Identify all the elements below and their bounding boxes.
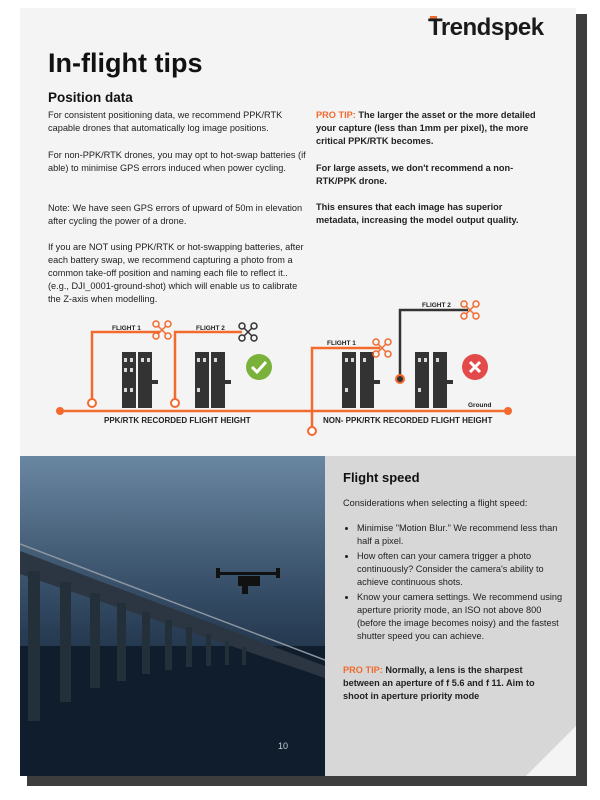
- ground-start-dot: [56, 407, 64, 415]
- ground-end-dot: [504, 407, 512, 415]
- pro-tip-text: The larger the asset or the more detailed your capture (less than 1mm per pixel), the more critical PPK/RTK becomes.: [316, 110, 536, 146]
- tip-metadata: This ensures that each image has superior metadata, increasing the model output quality.: [316, 202, 519, 225]
- list-item: • How often can your camera trigger a photo continuously? Consider the camera's ability to achieve continuous shots.: [357, 550, 572, 589]
- drone-photo-icon: [216, 568, 280, 594]
- position-paragraph-3: Note: We have seen GPS errors of upward of 50m in elevation after cycling the power of a drone.: [48, 203, 303, 226]
- pro-tip-label: PRO TIP:: [343, 665, 383, 675]
- trendspek-logo: Trendspek: [428, 14, 544, 41]
- page-title: In-flight tips: [48, 48, 203, 78]
- list-item: • Know your camera settings. We recommend using aperture priority mode, an ISO not above 800 (before the image becomes noisy) and the fastest shutter speed you can achieve.: [357, 591, 572, 643]
- flight-speed-list: [343, 522, 572, 645]
- pro-tip-text: Normally, a lens is the sharpest between an aperture of f 5.6 and f 11. Aim to shoot in aperture priority mode: [343, 665, 535, 701]
- page-curl-corner: [526, 726, 576, 776]
- flight-speed-intro: Considerations when selecting a flight speed:: [343, 498, 528, 508]
- position-paragraph-4: If you are NOT using PPK/RTK or hot-swapping batteries, after each battery swap, we recommend capturing a photo from a common take-off position and naming each file to reflect it.. (e.g., DJI_0001-ground-shot) which will enable us to calibrate the Z-axis when modelling.: [48, 242, 304, 304]
- flight-1-label-left: FLIGHT 1: [112, 325, 141, 332]
- takeoff-marker-1: [88, 399, 96, 407]
- position-paragraph-1: For consistent positioning data, we recommend PPK/RTK capable drones that automatically log image positions.: [48, 110, 283, 133]
- pro-tip-1: [316, 109, 541, 148]
- drone-bridge-photo: [20, 456, 325, 776]
- position-data-heading: Position data: [48, 90, 133, 105]
- document-page: [20, 8, 576, 776]
- flight-speed-heading: Flight speed: [343, 470, 420, 485]
- ground-label: Ground: [468, 402, 492, 409]
- check-icon: [246, 354, 272, 380]
- page-number: 10: [278, 741, 289, 751]
- building-group-left-2: [195, 352, 231, 408]
- bridge-illustration: [20, 456, 325, 776]
- list-item: • Minimise "Motion Blur." We recommend less than half a pixel.: [357, 522, 572, 548]
- tip-non-rtk: For large assets, we don't recommend a non-RTK/PPK drone.: [316, 163, 514, 186]
- flight-speed-pro-tip: [343, 664, 553, 703]
- position-paragraph-2: For non-PPK/RTK drones, you may opt to hot-swap batteries (if able) to minimise GPS errors induced when power cycling.: [48, 150, 306, 173]
- non-ppk-caption: NON- PPK/RTK RECORDED FLIGHT HEIGHT: [323, 416, 493, 425]
- takeoff-marker-4: [396, 375, 404, 383]
- takeoff-marker-3: [308, 427, 316, 435]
- cross-icon: [462, 354, 488, 380]
- takeoff-marker-2: [171, 399, 179, 407]
- pro-tip-label: PRO TIP:: [316, 110, 356, 120]
- flight-2-label-left: FLIGHT 2: [196, 325, 225, 332]
- ppk-caption: PPK/RTK RECORDED FLIGHT HEIGHT: [104, 416, 251, 425]
- flight-speed-panel: [325, 456, 576, 776]
- flight-height-diagram: [20, 288, 576, 448]
- building-group-left-1: [122, 352, 158, 408]
- drone-icon-1: [153, 321, 171, 339]
- flight-1-label-right: FLIGHT 1: [327, 340, 356, 347]
- flight-2-label-right: FLIGHT 2: [422, 302, 451, 309]
